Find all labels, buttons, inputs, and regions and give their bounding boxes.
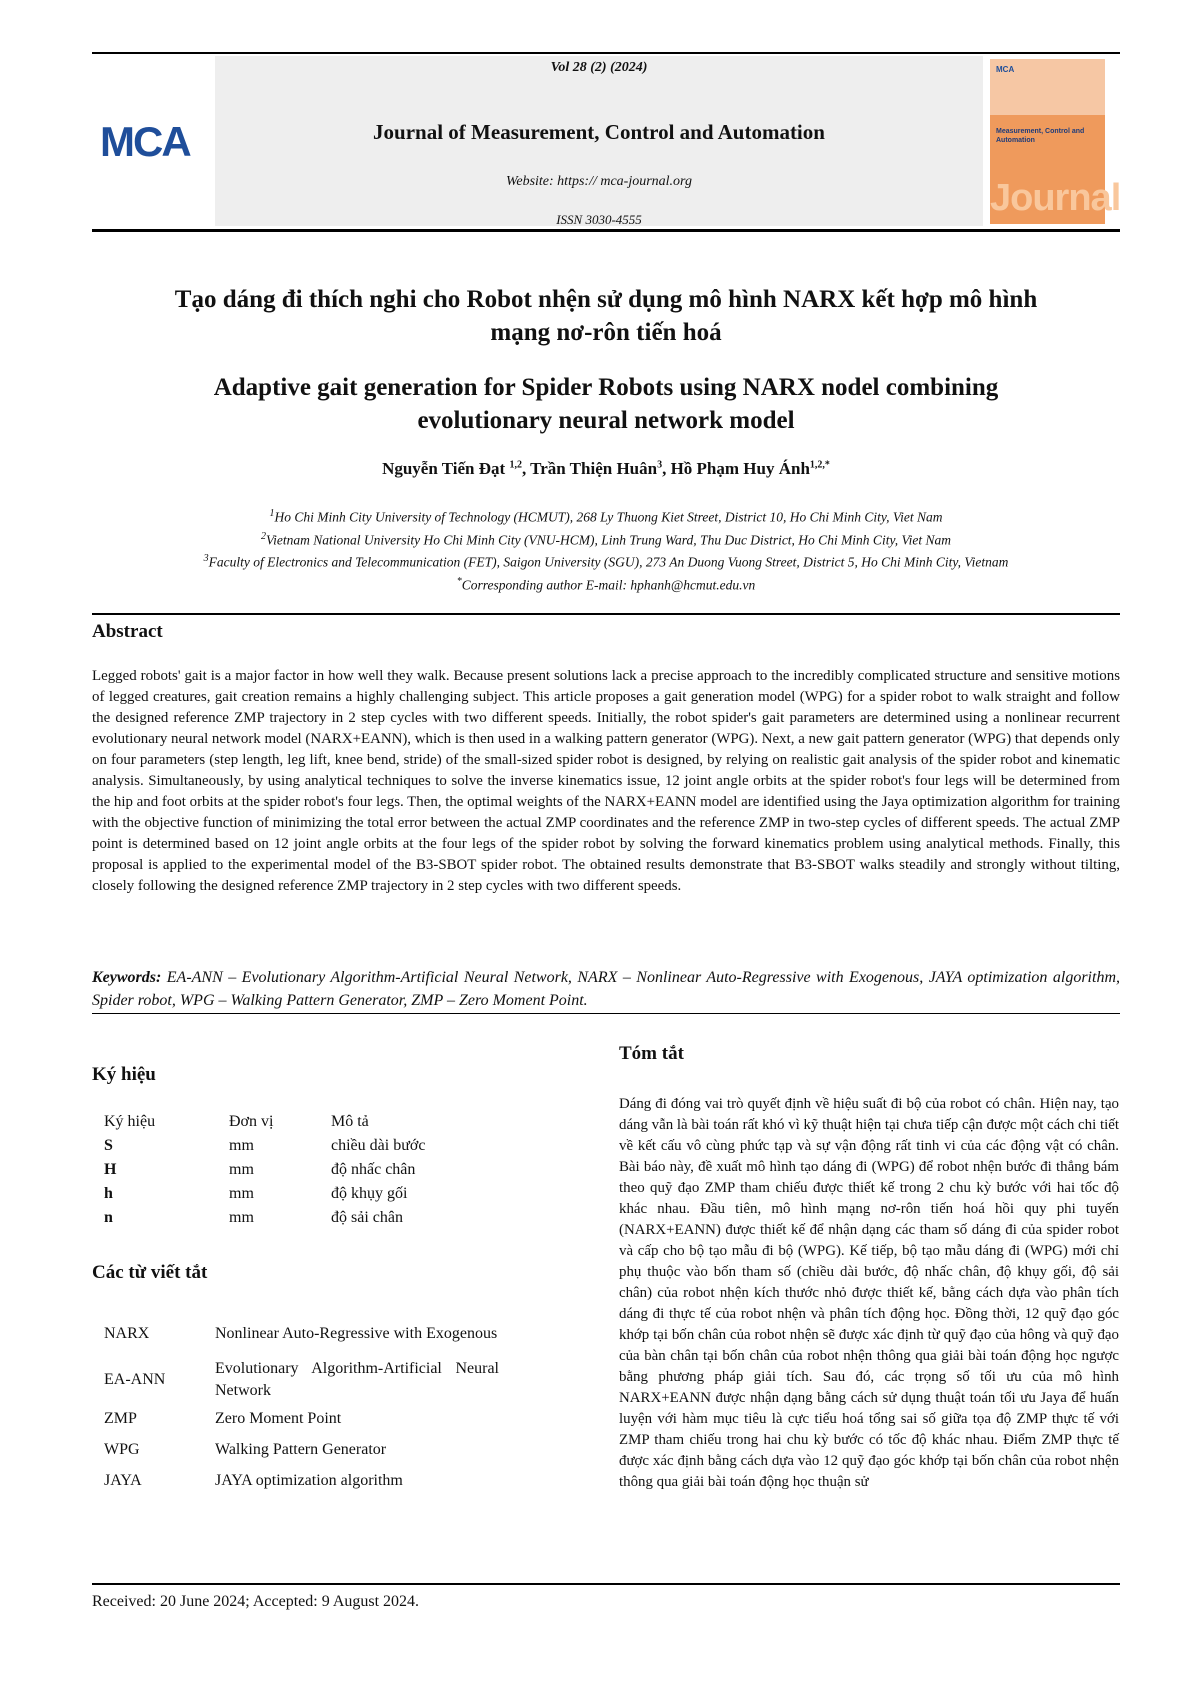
affiliation-3-text: Faculty of Electronics and Telecommunication (FET), Saigon University (SGU), 273 An Duong Vuong Street, District 5, Ho Chi Minh City, Vietnam (208, 554, 1009, 570)
affiliation-1 (92, 504, 1120, 527)
title-english (92, 371, 1120, 437)
table-row (104, 1434, 499, 1465)
symbols-header-row (104, 1110, 425, 1134)
corresponding-email: Corresponding author E-mail: hphanh@hcmut.edu.vn (461, 577, 756, 592)
cover-title: Measurement, Control and Automation (996, 128, 1085, 144)
abbr-full-cell: Zero Moment Point (215, 1409, 342, 1427)
affiliation-3 (92, 549, 1120, 572)
keywords-text: EA-ANN – Evolutionary Algorithm-Artificial Neural Network, NARX – Nonlinear Auto-Regressive with Exogenous, JAYA optimization algorithm, Spider robot, WPG – Walking Pattern Generator, ZMP – Zero Moment Point. (92, 969, 1120, 1009)
table-row (104, 1465, 499, 1496)
affiliation-2-text: Vietnam National University Ho Chi Minh City (VNU-HCM), Linh Trung Ward, Thu Duc District, Ho Chi Minh City, Viet Nam (265, 532, 952, 547)
author-list: Nguyễn Tiến Đạt $^{1,2}$, Trần Thiện Huân$^3$, Hồ Phạm Huy Ánh$^{1,2,*}$ (382, 459, 830, 478)
desc-cell: độ sải chân (331, 1209, 403, 1226)
footer-rule (92, 1583, 1120, 1585)
abbr-full-cell: Nonlinear Auto-Regressive with Exogenous (215, 1325, 498, 1342)
header-bottom-rule (92, 229, 1120, 232)
corresponding-author (92, 572, 1120, 595)
author-2-affil: 3 (657, 459, 663, 471)
mca-logo: MCA (100, 118, 190, 165)
table-row (104, 1134, 425, 1158)
abstract-top-rule (92, 613, 1120, 615)
tomtat-heading: Tóm tắt (619, 1043, 684, 1064)
title-vi-line2: mạng nơ-rôn tiến hoá (490, 319, 722, 346)
table-row (104, 1311, 499, 1357)
abbr-cell: WPG (104, 1440, 140, 1458)
author-1: Nguyễn Tiến Đạt (382, 459, 506, 478)
symbol-cell: h (104, 1185, 113, 1202)
abstract-text: Legged robots' gait is a major factor in how well they walk. Because present solutions lack a precise approach to the incredibly complicated structure and sensitive motions of legged creatures, gait creation remains a highly challenging subject. This article proposes a gait generation model (WPG) for a spider robot to walk straight and follow the designed reference ZMP trajectory in 2 step cycles with two different speeds. Initially, the robot spider's gait parameters are determined using a nonlinear recurrent evolutionary neural network model (NARX+EANN), which is then used in a walking pattern generator (WPG). Next, a new gait pattern generator (WPG) that depends only on four parameters (step length, leg lift, knee bend, stride) of the small-sized spider robot is designed, by relying on realistic gait analysis of the spider robot and kinematic analysis. Simultaneously, by using analytical techniques to solve the inverse kinematics issue, 12 joint angle orbits at the spider robot's four legs will be determined from the hip and foot orbits at the spider robot's four legs. Then, the optimal weights of the NARX+EANN model are identified using the Jaya optimization algorithm for training with the objective function of minimizing the total error between the actual ZMP coordinates and the reference ZMP in two-step cycles of different speeds. The actual ZMP point is determined based on 12 joint angle orbits at the four legs of the spider robot by solving the forward kinematics problem using analytical methods. Finally, this proposal is applied to the experimental model of the B3-SBOT spider robot. The obtained results demonstrate that B3-SBOT walks steadily and strongly without tilting, closely following the designed reference ZMP trajectory in 2 step cycles with two different speeds. (92, 668, 1120, 894)
title-en-line2: evolutionary neural network model (417, 407, 795, 434)
desc-cell: độ nhấc chân (331, 1161, 416, 1178)
abbreviations-table (104, 1311, 499, 1496)
abbr-full-cell: JAYA optimization algorithm (215, 1471, 403, 1489)
table-row (104, 1182, 425, 1206)
title-vi-line1: Tạo dáng đi thích nghi cho Robot nhện sử dụng mô hình NARX kết hợp mô hình (174, 286, 1038, 313)
affiliation-1-mark: 1 (269, 508, 275, 519)
affiliation-2-mark: 2 (260, 530, 266, 542)
symbols-col-unit: Đơn vị (229, 1113, 274, 1130)
keywords (92, 966, 1120, 1012)
table-row (104, 1158, 425, 1182)
journal-title: Journal of Measurement, Control and Automation (373, 120, 825, 144)
table-row (104, 1357, 499, 1403)
symbol-cell: H (104, 1161, 117, 1178)
symbols-col-desc: Mô tả (331, 1113, 369, 1130)
symbol-cell: S (104, 1137, 113, 1154)
cover-logo: MCA (996, 65, 1015, 74)
abstract-heading: Abstract (92, 621, 163, 642)
keywords-label: Keywords: (92, 969, 162, 986)
title-en-line1: Adaptive gait generation for Spider Robots using NARX nodel combining (213, 374, 999, 401)
unit-cell: mm (229, 1161, 254, 1178)
affiliations (92, 504, 1120, 594)
symbols-table (104, 1110, 425, 1230)
issn-label: ISSN 3030-4555 (556, 212, 642, 227)
symbols-heading: Ký hiệu (92, 1064, 156, 1085)
desc-cell: độ khụy gối (331, 1185, 408, 1202)
desc-cell: chiều dài bước (331, 1137, 426, 1154)
abbr-cell: NARX (104, 1325, 150, 1342)
cover-journal-word: Journal (990, 177, 1121, 219)
abbr-cell: JAYA (104, 1471, 142, 1489)
keywords-bottom-rule (92, 1013, 1120, 1014)
author-2: Trần Thiện Huân (530, 459, 658, 478)
journal-masthead (215, 56, 983, 226)
affiliation-1-text: Ho Chi Minh City University of Technology (HCMUT), 268 Ly Thuong Kiet Street, District 10, Ho Chi Minh City, Viet Nam (274, 509, 943, 525)
journal-website[interactable]: Website: https:// mca-journal.org (505, 174, 692, 189)
abbr-cell: EA-ANN (104, 1371, 166, 1388)
table-row (104, 1403, 499, 1434)
table-row (104, 1206, 425, 1230)
unit-cell: mm (229, 1209, 254, 1226)
header-top-rule (92, 52, 1120, 54)
received-dates: Received: 20 June 2024; Accepted: 9 August 2024. (92, 1593, 420, 1610)
abbr-cell: ZMP (104, 1409, 137, 1427)
tomtat-text: Dáng đi đóng vai trò quyết định về hiệu suất đi bộ của robot có chân. Hiện nay, tạo dáng vẫn là bài toán rất khó vì kỹ thuật hiện tại chưa tiếp cận được một cách chi tiết về kết cấu vô cùng phức tạp và sự vận động rất tinh vi của các động vật có chân. Bài báo này, đề xuất mô hình tạo dáng đi (WPG) để robot nhện bước đi thẳng bám theo quỹ đạo ZMP tham chiếu được thiết kế trong 2 chu kỳ bước với hai tốc độ khác nhau. Đầu tiên, mô hình mạng nơ-rôn tiến hoá hồi quy phi tuyến (NARX+EANN) được thiết kế để nhận dạng các tham số dáng đi của spider robot và cấp cho bộ tạo mẫu đi bộ (WPG). Kế tiếp, bộ tạo mẫu dáng đi (WPG) mới chỉ phụ thuộc vào bốn tham số (chiều dài bước, độ nhấc chân, độ khụy gối, độ sải chân) của robot nhện kích thước nhỏ được thiết kế, bằng cách dựa vào phân tích dáng đi thực tế của robot nhện và phân tích động học. Đồng thời, 12 quỹ đạo góc khớp tại bốn chân của robot nhện sẽ được xác định từ quỹ đạo của hông và quỹ đạo của bàn chân tại bốn chân của robot nhện thông qua giải bài toán động học ngược bằng phương pháp giải tích. Sau đó, các trọng số tối ưu của mô hình NARX+EANN được nhận dạng bằng cách sử dụng thuật toán tối ưu Jaya để huấn luyện với hàm mục tiêu là cực tiểu hoá tổng sai số giữa tọa độ ZMP thực tế với ZMP tham chiếu trong hai chu kỳ bước có tốc độ khác nhau. Điểm ZMP thực tế được xác định bằng cách dựa vào 12 quỹ đạo góc khớp tại bốn chân của robot nhện thông qua giải bài toán động học thuận sử (619, 1096, 1119, 1490)
unit-cell: mm (229, 1137, 254, 1154)
volume-label: Vol 28 (2) (2024) (550, 60, 648, 75)
author-1-affil: 1,2 (509, 459, 522, 471)
affiliation-3-mark: 3 (203, 553, 209, 564)
unit-cell: mm (229, 1185, 254, 1202)
symbol-cell: n (104, 1209, 113, 1226)
affiliation-2 (92, 527, 1120, 550)
symbols-col-symbol: Ký hiệu (104, 1113, 156, 1130)
journal-cover-thumbnail (990, 59, 1121, 224)
title-vietnamese (92, 283, 1120, 349)
author-3-affil: 1,2,* (809, 459, 830, 471)
corresponding-mark: * (456, 575, 462, 587)
abbr-full-cell: Walking Pattern Generator (215, 1440, 387, 1458)
author-3: Hồ Phạm Huy Ánh (670, 459, 810, 478)
abbr-full-cell: Evolutionary Algorithm-Artificial Neural Network (215, 1360, 499, 1399)
abbreviations-heading: Các từ viết tắt (92, 1262, 208, 1283)
